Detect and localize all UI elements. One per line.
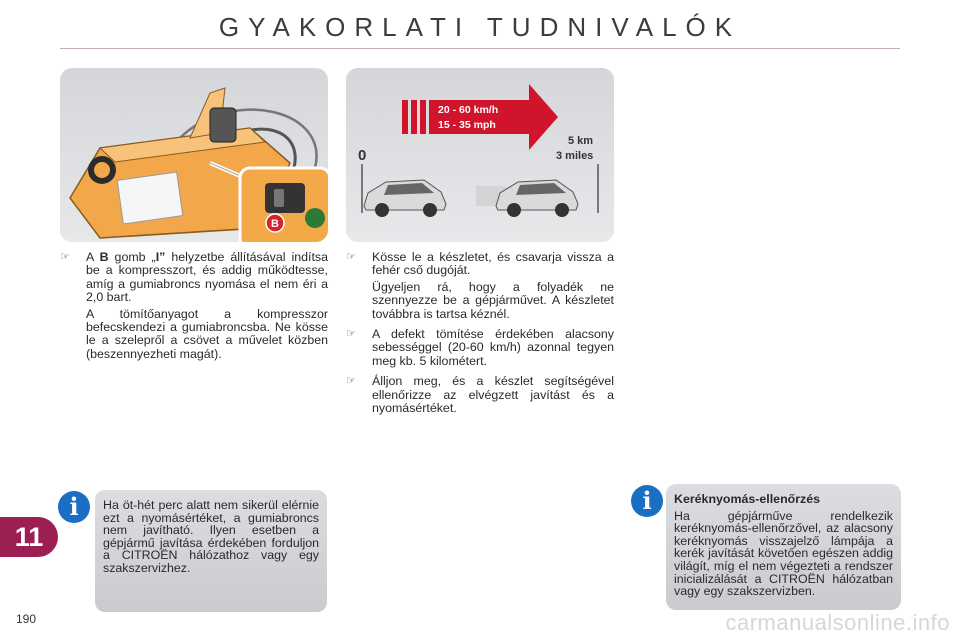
start-label: 0 bbox=[358, 147, 367, 164]
instructions-left bbox=[60, 251, 328, 368]
speed-distance-illustration bbox=[346, 68, 614, 242]
pointer-icon: ☞ bbox=[346, 328, 356, 341]
info-box-pressure bbox=[95, 490, 327, 612]
page-number: 190 bbox=[16, 612, 37, 626]
step-press-button: ☞ A B gomb „I” helyzetbe állításával indítsa be a kompresszort, és addig működtesse, amíg a gumiabroncs nyomása el nem éri a 2,0 bart. bbox=[60, 250, 328, 305]
speed-mph-label: 15 - 35 mph bbox=[438, 119, 496, 131]
page-title: GYAKORLATI TUDNIVALÓK bbox=[218, 12, 742, 42]
step-keep-clean: Ügyeljen rá, hogy a folyadék ne szennyezze be a gépjárművet. A készletet továbbra is tartsa kéznél. bbox=[372, 279, 614, 321]
pointer-icon: ☞ bbox=[346, 375, 356, 388]
info-text: Ha gépjárműve rendelkezik keréknyomás-ellenőrzővel, az alacsony keréknyomás visszajelző lámpája a kerék javítását követően egészen addig világít, míg el nem végezteti a rendszer inicializálását a CITROËN hálózatban vagy egy szakszervizben. bbox=[674, 508, 893, 599]
title-divider bbox=[60, 48, 900, 49]
info-icon: i bbox=[58, 491, 90, 523]
info-heading: Keréknyomás-ellenőrzés bbox=[674, 492, 821, 506]
speed-arrow bbox=[402, 84, 558, 150]
chapter-tab: 11 bbox=[0, 517, 58, 557]
step-disconnect-kit: ☞ Kösse le a készletet, és csavarja vissza a fehér cső dugóját. bbox=[346, 250, 614, 278]
car-start-icon bbox=[364, 180, 446, 217]
watermark: carmanualsonline.info bbox=[725, 610, 950, 635]
instructions-right bbox=[346, 251, 614, 422]
distance-km-label: 5 km bbox=[568, 135, 594, 147]
compressor-illustration bbox=[60, 68, 328, 242]
car-moving-icon bbox=[496, 180, 578, 217]
step-drive-slowly: ☞ A defekt tömítése érdekében alacsony sebességgel (20-60 km/h) azonnal tegyen meg kb. 5 kilométert. bbox=[346, 327, 614, 368]
info-box-tpms bbox=[666, 484, 901, 610]
distance-miles-label: 3 miles bbox=[556, 150, 594, 162]
pointer-icon: ☞ bbox=[346, 251, 356, 263]
info-icon: i bbox=[631, 485, 663, 517]
info-text: Ha öt-hét perc alatt nem sikerül elérnie ezt a nyomásértéket, a gumiabroncs nem javítható. Ilyen esetben a gépjármű javítása érdekében forduljon a CITROËN hálózathoz vagy egy szakszervizhez. bbox=[103, 498, 319, 575]
step-check-pressure: ☞ Álljon meg, és a készlet segítségével ellenőrizze az elvégzett javítást és a nyomásértéket. bbox=[346, 374, 614, 416]
step-sealant-note: A tömítőanyagot a kompresszor befecskendezi a gumiabroncsba. Ne kösse le a szelepről a csövet a művelet közben (beszennyezheti magát). bbox=[86, 306, 328, 361]
pointer-icon: ☞ bbox=[60, 251, 70, 263]
speed-kmh-label: 20 - 60 km/h bbox=[438, 104, 499, 116]
callout-b-label: B bbox=[271, 218, 279, 230]
